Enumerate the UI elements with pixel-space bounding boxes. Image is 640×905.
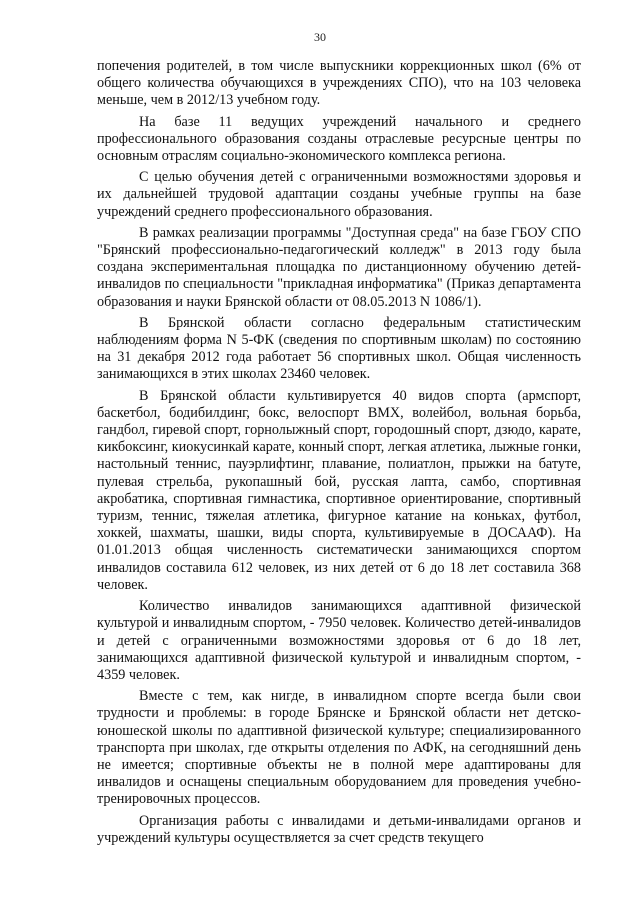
paragraph-6: В Брянской области культивируется 40 видов спорта (армспорт, баскетбол, бодибилдинг, бокс, велоспорт ВМХ, волейбол, вольная борьба, гандбол, гиревой спорт, горнолыжный спорт, городошный спорт, дзюдо, карате, кикбоксинг, киокусинкай карате, конный спорт, легкая атлетика, лыжные гонки, настольный теннис, пауэрлифтинг, плавание, полиатлон, прыжки на батуте, пулевая стрельба, рукопашный бой, русская лапта, самбо, спортивная акробатика, спортивная гимнастика, спортивное ориентирование, спортивный туризм, теннис, тяжелая атлетика, фигурное катание на коньках, футбол, хоккей, шахматы, шашки, виды спорта, культивируемые в ДОСААФ). На 01.01.2013 общая численность систематически занимающихся спортом инвалидов составила 612 человек, из них детей от 6 до 18 лет составила 368 человек.	[97, 387, 581, 593]
paragraph-4: В рамках реализации программы "Доступная среда" на базе ГБОУ СПО "Брянский профессионально-педагогический колледж" в 2013 году была создана экспериментальная площадка по дистанционному обучению детей-инвалидов по специальности "прикладная информатика" (Приказ департамента образования и науки Брянской области от 08.05.2013 N 1086/1).	[97, 224, 581, 310]
paragraph-8: Вместе с тем, как нигде, в инвалидном спорте всегда были свои трудности и проблемы: в городе Брянске и Брянской области нет детско-юношеской школы по адаптивной физической культуре; специализированного транспорта при школах, где открыты отделения по АФК, на сегодняшний день не имеется; спортивные объекты не в полной мере адаптированы для инвалидов и оснащены специальным оборудованием для проведения учебно-тренировочных процессов.	[97, 688, 581, 808]
paragraph-3: С целью обучения детей с ограниченными возможностями здоровья и их дальнейшей трудовой адаптации созданы учебные группы на базе учреждений среднего профессионального образования.	[97, 169, 581, 220]
page-number: 30	[314, 30, 326, 44]
paragraph-7: Количество инвалидов занимающихся адаптивной физической культурой и инвалидным спортом, - 7950 человек. Количество детей-инвалидов и детей с ограниченными возможностями здоровья от 6 до 18 лет, занимающихся адаптивной физической культурой и инвалидным спортом, - 4359 человек.	[97, 598, 581, 683]
paragraph-1: попечения родителей, в том числе выпускники коррекционных школ (6% от общего количества обучающихся в учреждениях СПО), что на 103 человека меньше, чем в 2012/13 учебном году.	[97, 58, 581, 109]
paragraph-2: На базе 11 ведущих учреждений начального и среднего профессионального образования созданы отраслевые ресурсные центры по основным отраслям социально-экономического комплекса региона.	[97, 113, 581, 165]
document-body	[97, 58, 581, 851]
paragraph-9: Организация работы с инвалидами и детьми-инвалидами органов и учреждений культуры осуществляется за счет средств текущего	[97, 812, 581, 846]
paragraph-5: В Брянской области согласно федеральным статистическим наблюдениям форма N 5-ФК (сведения по спортивным школам) по состоянию на 31 декабря 2012 года работает 56 спортивных школ. Общая численность занимающихся в этих школах 23460 человек.	[97, 314, 581, 383]
